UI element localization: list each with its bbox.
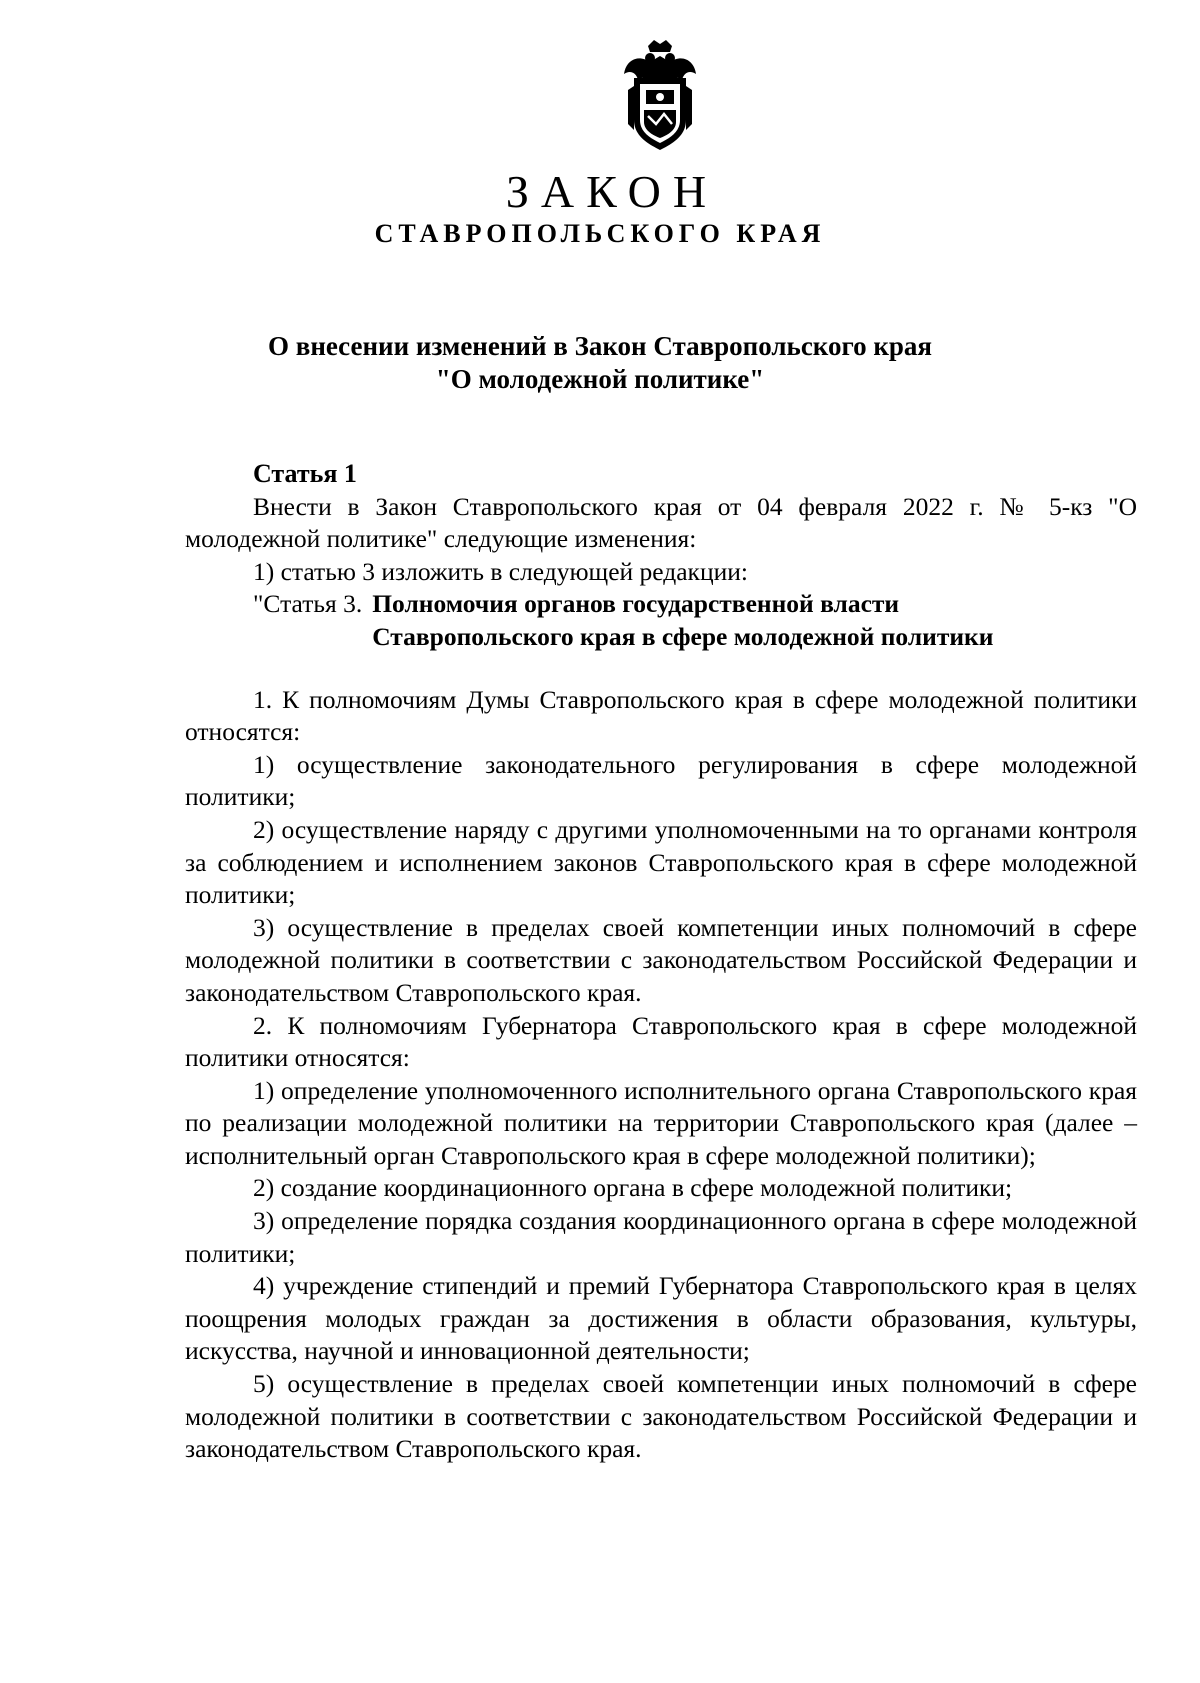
- article-1-heading: Статья 1: [253, 459, 357, 488]
- item-1-instruction: 1) статью 3 изложить в следующей редакции:: [253, 556, 748, 586]
- coat-of-arms-emblem: [620, 40, 700, 152]
- law-body: [185, 458, 1137, 1466]
- paragraph: 2) осуществление наряду с другими уполномоченными на то органами контроля за соблюдением и исполнением законов Ставропольского края в сфере молодежной политики;: [185, 814, 1137, 910]
- region-title: СТАВРОПОЛЬСКОГО КРАЯ: [374, 219, 826, 248]
- new-article-3-heading: [185, 588, 1137, 653]
- paragraph: 1. К полномочиям Думы Ставропольского края в сфере молодежной политики относятся:: [185, 684, 1137, 747]
- paragraph: 1) осуществление законодательного регулирования в сфере молодежной политики;: [185, 749, 1137, 812]
- law-subject: [0, 330, 1200, 396]
- paragraph: 1) определение уполномоченного исполнительного органа Ставропольского края по реализации молодежной политики на территории Ставропольского края (далее – исполнительный орган Ставропольского края в сфере молодежной политики);: [185, 1075, 1137, 1170]
- paragraph: 3) определение порядка создания координационного органа в сфере молодежной политики;: [185, 1206, 1137, 1268]
- paragraph: 5) осуществление в пределах своей компетенции иных полномочий в сфере молодежной политики в соответствии с законодательством Российской Федерации и законодательством Ставропольского края.: [185, 1369, 1137, 1464]
- paragraph: 2) создание координационного органа в сфере молодежной политики;: [253, 1173, 1013, 1203]
- new-article-label: "Статья 3.: [253, 589, 363, 619]
- paragraph: 4) учреждение стипендий и премий Губернатора Ставропольского края в целях поощрения молодых граждан за достижения в области образования, культуры, искусства, научной и инновационной деятельности;: [185, 1271, 1137, 1366]
- law-title: ЗАКОН: [505, 166, 719, 217]
- new-article-title: [372, 588, 993, 653]
- paragraph: 3) осуществление в пределах своей компетенции иных полномочий в сфере молодежной политики в соответствии с законодательством Российской Федерации и законодательством Ставропольского края.: [185, 912, 1137, 1007]
- paragraph: 2. К полномочиям Губернатора Ставропольского края в сфере молодежной политики относятся:: [185, 1010, 1137, 1073]
- subject-line-1: О внесении изменений в Закон Ставропольского края: [267, 331, 933, 361]
- article-1-intro: Внести в Закон Ставропольского края от 04 февраля 2022 г. № 5-кз "О молодежной политике" следующие изменения:: [185, 491, 1137, 554]
- subject-line-2: "О молодежной политике": [435, 364, 765, 394]
- new-article-title-line-2: Ставропольского края в сфере молодежной политики: [372, 621, 994, 651]
- new-article-title-line-1: Полномочия органов государственной власти: [372, 589, 900, 619]
- spacer: [185, 654, 1137, 684]
